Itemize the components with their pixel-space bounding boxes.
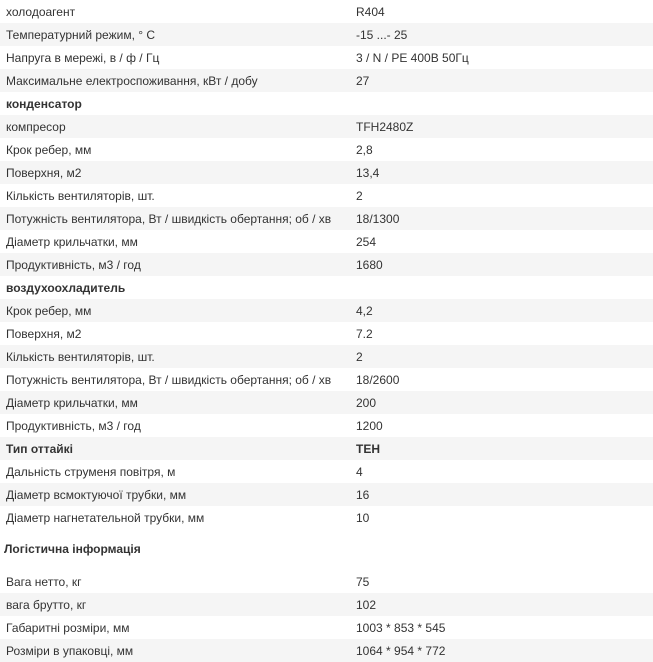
logistics-table	[0, 570, 653, 662]
logistics-row	[0, 616, 653, 639]
spec-label: Продуктивність, м3 / год	[6, 257, 141, 272]
spec-label: Крок ребер, мм	[6, 142, 92, 157]
spec-row	[0, 69, 653, 92]
spec-value: 18/2600	[356, 372, 400, 387]
spec-value: 16	[356, 487, 370, 502]
spec-label: Діаметр нагнетательной трубки, мм	[6, 510, 205, 525]
spec-label: Потужність вентилятора, Вт / швидкість обертання; об / хв	[6, 211, 332, 226]
spec-label: воздухоохладитель	[6, 280, 126, 295]
spec-value: 13,4	[356, 165, 380, 180]
spec-value: 27	[356, 73, 370, 88]
spec-value: 3 / N / PE 400В 50Гц	[356, 50, 469, 65]
spec-value: 1200	[356, 418, 383, 433]
spec-label: Кількість вентиляторів, шт.	[6, 349, 155, 364]
spec-label: холодоагент	[6, 4, 76, 19]
logistics-title: Логістична інформація	[4, 541, 141, 556]
spec-value: 1680	[356, 257, 383, 272]
spec-row	[0, 345, 653, 368]
spec-label: Поверхня, м2	[6, 326, 82, 341]
logistics-row	[0, 570, 653, 593]
spec-row	[0, 207, 653, 230]
spec-row	[0, 322, 653, 345]
spec-label: Напруга в мережі, в / ф / Гц	[6, 50, 160, 65]
spec-label: Тип оттайкі	[6, 441, 74, 456]
spec-value: 2,8	[356, 142, 373, 157]
spec-row	[0, 506, 653, 529]
spec-value: 10	[356, 510, 370, 525]
spec-row	[0, 115, 653, 138]
spec-label: Крок ребер, мм	[6, 303, 92, 318]
logistics-value: 102	[356, 597, 377, 612]
spec-row	[0, 184, 653, 207]
spec-label: Дальність струменя повітря, м	[6, 464, 176, 479]
spec-label: Діаметр всмоктуючої трубки, мм	[6, 487, 187, 502]
spec-label: Потужність вентилятора, Вт / швидкість обертання; об / хв	[6, 372, 332, 387]
spec-row	[0, 46, 653, 69]
spec-value: 18/1300	[356, 211, 400, 226]
spec-value: 2	[356, 349, 363, 364]
spec-value: 2	[356, 188, 363, 203]
spec-row	[0, 299, 653, 322]
spec-row	[0, 437, 653, 460]
spec-value: 7.2	[356, 326, 373, 341]
spec-row	[0, 460, 653, 483]
spec-value: 4,2	[356, 303, 373, 318]
logistics-label: Розміри в упаковці, мм	[6, 643, 134, 658]
spec-label: Діаметр крильчатки, мм	[6, 234, 138, 249]
spec-label: Продуктивність, м3 / год	[6, 418, 141, 433]
spec-label: Кількість вентиляторів, шт.	[6, 188, 155, 203]
logistics-label: Габаритні розміри, мм	[6, 620, 130, 635]
logistics-value: 1003 * 853 * 545	[356, 620, 446, 635]
spec-row	[0, 230, 653, 253]
spec-row	[0, 391, 653, 414]
spec-row	[0, 483, 653, 506]
spec-row	[0, 161, 653, 184]
spec-label: Поверхня, м2	[6, 165, 82, 180]
spec-value: ТЕН	[356, 441, 380, 456]
spec-value: 200	[356, 395, 377, 410]
spec-label: компресор	[6, 119, 66, 134]
spec-value: 4	[356, 464, 363, 479]
spec-row	[0, 276, 653, 299]
spec-row	[0, 92, 653, 115]
spec-value: TFH2480Z	[356, 119, 414, 134]
logistics-label: вага брутто, кг	[6, 597, 87, 612]
logistics-row	[0, 639, 653, 662]
spec-row	[0, 414, 653, 437]
spec-value: R404	[356, 4, 385, 19]
spec-row	[0, 368, 653, 391]
spec-row	[0, 0, 653, 23]
spec-label: Максимальне електроспоживання, кВт / добу	[6, 73, 258, 88]
spec-label: конденсатор	[6, 96, 82, 111]
logistics-value: 1064 * 954 * 772	[356, 643, 446, 658]
logistics-label: Вага нетто, кг	[6, 574, 82, 589]
spec-value: -15 ...- 25	[356, 27, 408, 42]
spec-label: Діаметр крильчатки, мм	[6, 395, 138, 410]
spec-label: Температурний режим, ° С	[6, 27, 156, 42]
logistics-row	[0, 593, 653, 616]
spec-row	[0, 23, 653, 46]
logistics-value: 75	[356, 574, 370, 589]
spec-row	[0, 138, 653, 161]
spec-value: 254	[356, 234, 377, 249]
spec-row	[0, 253, 653, 276]
